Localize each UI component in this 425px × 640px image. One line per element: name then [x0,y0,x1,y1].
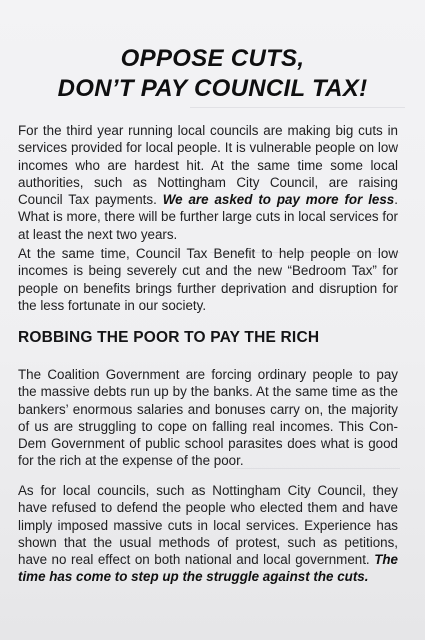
intro-text: For the third year running local councils are making big cuts in services provided for local people. It is vulnerable people on low incomes who are hardest hit. At the same time some local authorities, such as Nottingham City Council, are raising Council Tax payments. [18,123,398,208]
intro-emphasis: We are asked to pay more for less [162,192,395,208]
section-heading: ROBBING THE POOR TO PAY THE RICH [18,329,320,346]
intro-text-end: . What is more, there will be further large cuts in local services for at least the next two years. [18,192,398,242]
councils-text: As for local councils, such as Nottingham City Council, they have refused to defend the people who elected them and have limply imposed massive cuts in local services. Experience has shown that the usual methods of protest, such as petitions, have no real effect on both national and local government. [18,483,398,568]
show-through-line [190,107,405,108]
title-line-2: DON’T PAY COUNCIL TAX! [57,75,368,102]
coalition-paragraph: The Coalition Government are forcing ordinary people to pay the massive debts run up by the banks. At the same time as the bankers’ enormous salaries and bonuses carry on, the majority of us are struggling to cope on falling real incomes. This Con-Dem Government of public school parasites does what is good for the rich at the expense of the poor. [18,367,398,469]
title-line-1: OPPOSE CUTS, [120,45,305,72]
intro-paragraph [18,122,398,243]
benefit-paragraph: At the same time, Council Tax Benefit to help people on low incomes is being severely cut and the new “Bedroom Tax” for people on benefits brings further deprivation and disruption for the less fortunate in our society. [18,246,398,313]
councils-emphasis: The time has come to step up the struggle against the cuts. [18,552,398,585]
councils-paragraph [18,482,398,586]
